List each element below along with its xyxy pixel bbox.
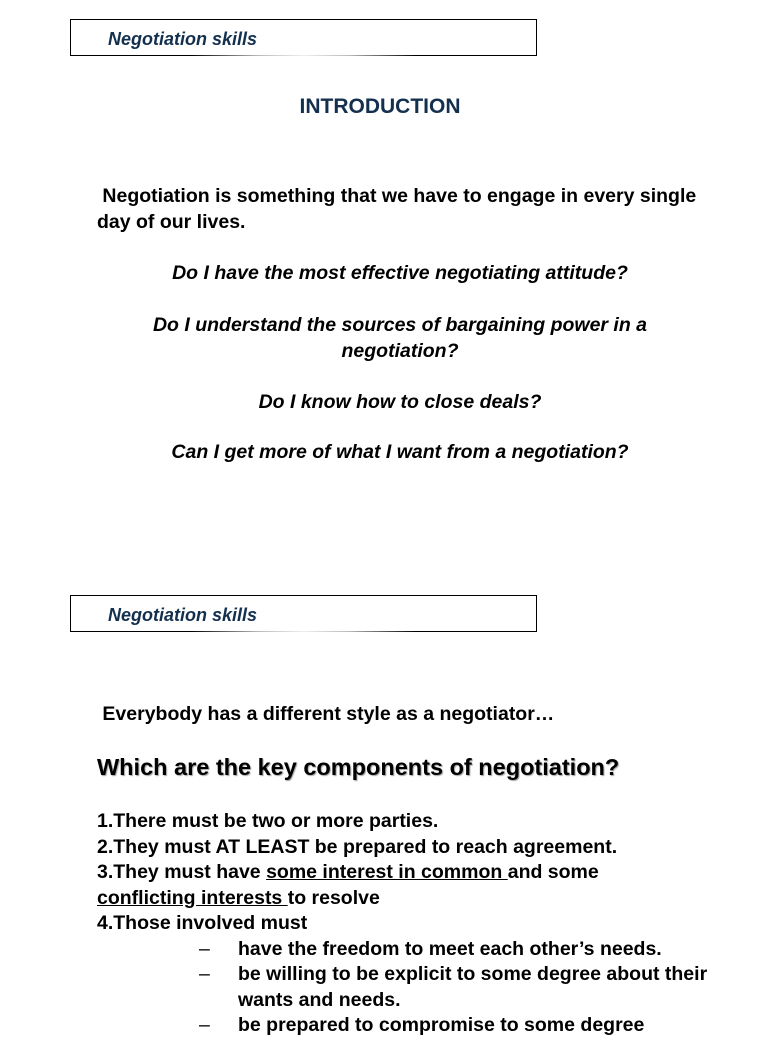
dash-bullet: – [199, 937, 210, 960]
sub-item-1 [97, 937, 718, 963]
slide2-heading: Which are the key components of negotiation? [97, 754, 620, 780]
slide1-intro-paragraph: Negotiation is something that we have to engage in every single day of our lives. [97, 185, 702, 233]
item3-underlined-common: some interest in common [266, 861, 508, 883]
dash-bullet: – [199, 1014, 210, 1036]
slide1-header-title: Negotiation skills [108, 29, 258, 49]
header-underline-gradient [191, 631, 416, 632]
sub-item-3 [97, 1013, 718, 1039]
slide2-intro-paragraph: Everybody has a different style as a negotiator… [97, 703, 555, 725]
question-2: Do I understand the sources of bargaining power in a negotiation? [152, 314, 648, 362]
question-3: Do I know how to close deals? [258, 391, 542, 413]
slide2-header-title: Negotiation skills [108, 605, 258, 625]
sub-item-2 [97, 962, 718, 1013]
sub-item-text: have the freedom to meet each other’s needs. [238, 937, 662, 960]
header-underline-gradient [191, 55, 416, 56]
question-1: Do I have the most effective negotiating attitude? [172, 262, 628, 284]
components-list [97, 809, 717, 1039]
list-item-3 [97, 860, 717, 886]
list-item-3-continued [97, 886, 717, 912]
list-item-1: 1.There must be two or more parties. [97, 810, 439, 832]
list-item-4: 4.Those involved must [97, 912, 308, 934]
item3-text-c: and some [507, 861, 599, 883]
item3-text-e: to resolve [287, 886, 380, 909]
item3-underlined-conflicting: conflicting interests [97, 886, 288, 909]
slide1-header-box [70, 19, 537, 56]
item3-text-a: 3.They must have [97, 861, 267, 883]
slide1-title: INTRODUCTION [299, 95, 461, 118]
slide2-header-box [70, 595, 537, 632]
dash-bullet: – [199, 963, 210, 985]
sub-item-text: be prepared to compromise to some degree [238, 1014, 645, 1036]
question-4: Can I get more of what I want from a negotiation? [171, 441, 629, 463]
sub-item-text: be willing to be explicit to some degree about their wants and needs. [238, 963, 708, 1011]
list-item-2: 2.They must AT LEAST be prepared to reach agreement. [97, 835, 618, 858]
